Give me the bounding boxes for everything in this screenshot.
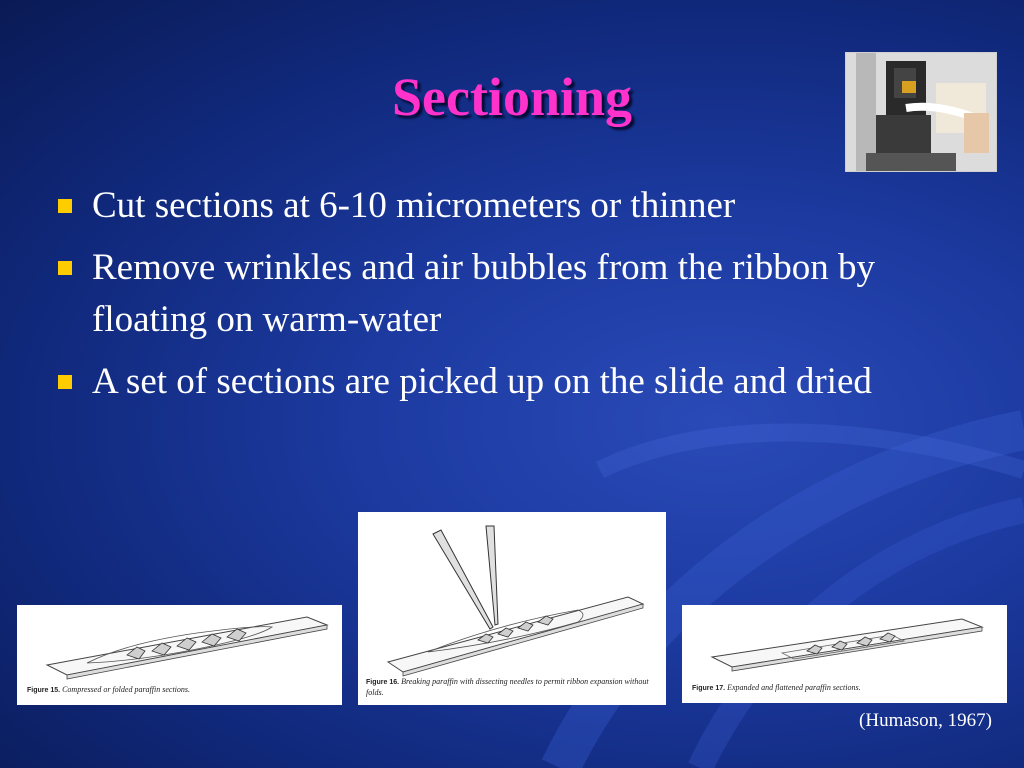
slide-title: Sectioning xyxy=(391,67,633,127)
square-bullet-icon xyxy=(58,261,72,275)
square-bullet-icon xyxy=(58,375,72,389)
figure-17 xyxy=(682,605,1007,703)
bullet-item xyxy=(58,180,958,232)
bullet-text: Cut sections at 6-10 micrometers or thinner xyxy=(92,185,736,226)
figure-16-label: Figure 16. xyxy=(366,679,400,686)
bullet-text: A set of sections are picked up on the slide and dried xyxy=(92,361,872,402)
figure-15-caption xyxy=(27,685,327,696)
figure-17-label: Figure 17. xyxy=(692,685,726,692)
figure-16-caption xyxy=(366,677,658,698)
bullet-list xyxy=(58,180,958,418)
citation: (Humason, 1967) xyxy=(859,710,992,731)
figure-17-caption xyxy=(692,683,992,694)
figure-15-label: Figure 15. xyxy=(27,687,61,694)
bullet-item xyxy=(58,242,958,346)
figure-16 xyxy=(358,512,666,705)
square-bullet-icon xyxy=(58,199,72,213)
bullet-item xyxy=(58,356,958,408)
figure-17-text: Expanded and flattened paraffin sections. xyxy=(727,683,861,692)
figure-15-text: Compressed or folded paraffin sections. xyxy=(62,685,190,694)
figure-15 xyxy=(17,605,342,705)
bullet-text: Remove wrinkles and air bubbles from the ribbon by floating on warm-water xyxy=(92,247,875,340)
figure-16-text: Breaking paraffin with dissecting needles to permit ribbon expansion without folds. xyxy=(366,677,649,697)
microtome-image xyxy=(846,53,996,171)
microtome-photo xyxy=(845,52,997,172)
